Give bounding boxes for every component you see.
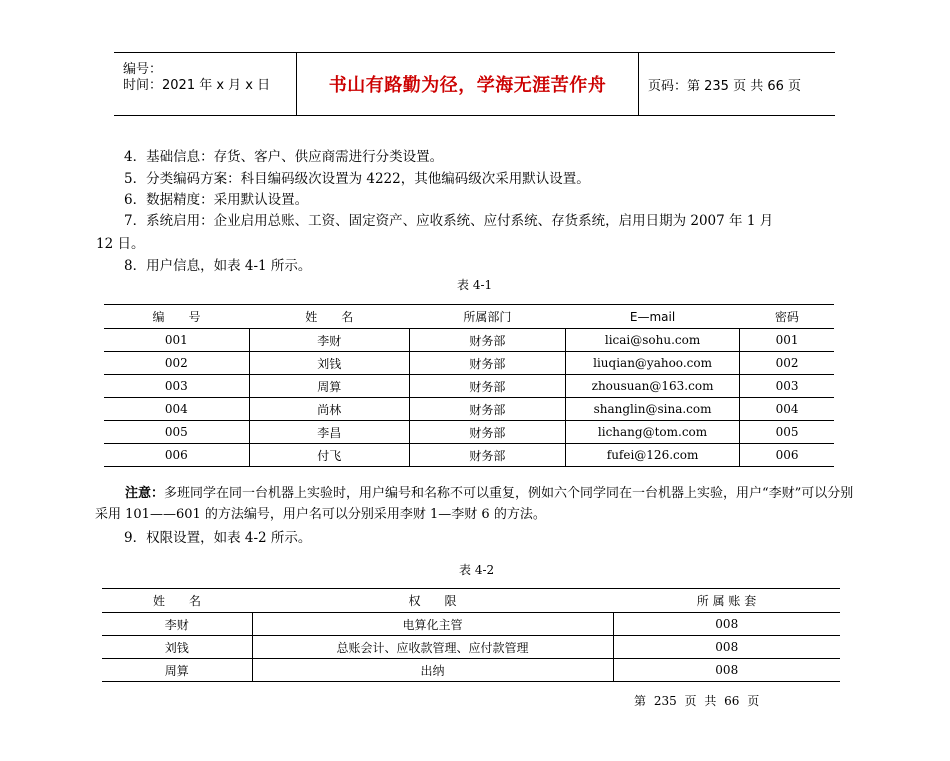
column-header-email: E—mail	[565, 305, 739, 329]
paragraph-item-7-line1: 7．系统启用：企业启用总账、工资、固定资产、应收系统、应付系统、存货系统，启用日期为 2007 年 1 月	[124, 213, 774, 229]
table-header-row	[104, 305, 834, 329]
cell-name: 周算	[249, 375, 409, 398]
permission-table	[102, 588, 840, 682]
cell-department: 财务部	[409, 352, 565, 375]
cell-email: liuqian@yahoo.com	[565, 352, 739, 375]
page-code-label: 页码：第 235 页 共 66 页	[648, 78, 802, 94]
table-header-row	[102, 589, 840, 613]
cell-name: 尚林	[249, 398, 409, 421]
table-4-2-caption: 表 4-2	[459, 563, 495, 577]
table-row	[104, 421, 834, 444]
column-header-department: 所属部门	[409, 305, 565, 329]
cell-department: 财务部	[409, 329, 565, 352]
column-header-number: 编 号	[104, 305, 249, 329]
cell-name: 付飞	[249, 444, 409, 467]
cell-department: 财务部	[409, 398, 565, 421]
paragraph-item-8: 8．用户信息，如表 4-1 所示。	[124, 258, 312, 274]
table-row	[104, 444, 834, 467]
document-number-label: 编号：	[123, 62, 163, 77]
cell-name: 周算	[102, 659, 252, 682]
cell-password: 005	[740, 421, 834, 444]
cell-email: zhousuan@163.com	[565, 375, 739, 398]
table-4-1-caption: 表 4-1	[457, 278, 493, 292]
cell-department: 财务部	[409, 375, 565, 398]
cell-number: 004	[104, 398, 249, 421]
header-meta-cell	[114, 53, 297, 115]
table-row	[102, 659, 840, 682]
cell-number: 006	[104, 444, 249, 467]
note-paragraph	[95, 483, 855, 525]
table-row	[102, 636, 840, 659]
column-header-permission: 权 限	[252, 589, 613, 613]
cell-password: 006	[740, 444, 834, 467]
cell-email: lichang@tom.com	[565, 421, 739, 444]
cell-number: 001	[104, 329, 249, 352]
table-row	[104, 352, 834, 375]
note-text: 多班同学在同一台机器上实验时，用户编号和名称不可以重复，例如六个同学同在一台机器上实验，用户“李财”可以分别采用 101——601 的方法编号，用户名可以分别采用李财 1—李财 6 的方法。	[95, 486, 854, 522]
cell-password: 001	[740, 329, 834, 352]
page-header	[114, 52, 835, 116]
paragraph-item-4: 4．基础信息：存货、客户、供应商需进行分类设置。	[124, 149, 444, 165]
cell-permission: 电算化主管	[252, 613, 613, 636]
table-row	[104, 398, 834, 421]
table-row	[102, 613, 840, 636]
column-header-account-set: 所 属 账 套	[613, 589, 840, 613]
column-header-password: 密码	[740, 305, 834, 329]
column-header-name: 姓 名	[102, 589, 252, 613]
cell-password: 003	[740, 375, 834, 398]
cell-department: 财务部	[409, 421, 565, 444]
header-page-cell	[639, 53, 835, 115]
table-row	[104, 375, 834, 398]
user-info-table	[104, 304, 834, 467]
cell-password: 002	[740, 352, 834, 375]
paragraph-item-5: 5．分类编码方案：科目编码级次设置为 4222，其他编码级次采用默认设置。	[124, 171, 590, 187]
cell-permission: 出纳	[252, 659, 613, 682]
note-label: 注意：	[125, 486, 165, 501]
cell-name: 刘钱	[102, 636, 252, 659]
cell-account-set: 008	[613, 659, 840, 682]
cell-email: licai@sohu.com	[565, 329, 739, 352]
cell-name: 李财	[102, 613, 252, 636]
cell-account-set: 008	[613, 613, 840, 636]
cell-number: 002	[104, 352, 249, 375]
cell-department: 财务部	[409, 444, 565, 467]
paragraph-item-9: 9．权限设置，如表 4-2 所示。	[124, 530, 312, 546]
cell-number: 005	[104, 421, 249, 444]
cell-permission: 总账会计、应收款管理、应付款管理	[252, 636, 613, 659]
paragraph-item-7-line2: 12 日。	[96, 236, 145, 252]
page-footer: 第 235 页 共 66 页	[634, 694, 760, 708]
cell-name: 刘钱	[249, 352, 409, 375]
header-motto-cell	[297, 53, 639, 115]
cell-email: shanglin@sina.com	[565, 398, 739, 421]
column-header-name: 姓 名	[249, 305, 409, 329]
cell-number: 003	[104, 375, 249, 398]
table-row	[104, 329, 834, 352]
cell-password: 004	[740, 398, 834, 421]
cell-account-set: 008	[613, 636, 840, 659]
document-time-label: 时间：2021 年 x 月 x 日	[123, 78, 271, 93]
motto-text: 书山有路勤为径，学海无涯苦作舟	[328, 75, 607, 96]
cell-email: fufei@126.com	[565, 444, 739, 467]
cell-name: 李昌	[249, 421, 409, 444]
paragraph-item-6: 6．数据精度：采用默认设置。	[124, 192, 309, 208]
cell-name: 李财	[249, 329, 409, 352]
